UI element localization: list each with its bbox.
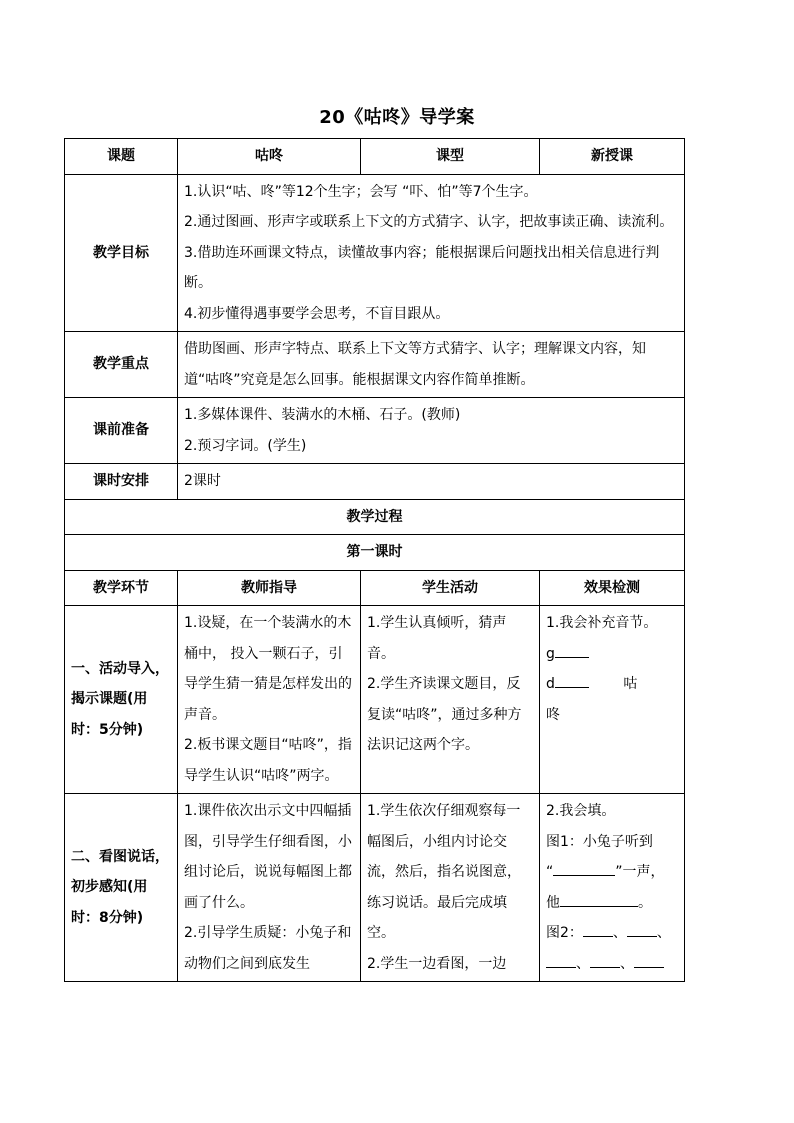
prep-content — [178, 398, 685, 464]
character: 咕 — [623, 676, 638, 692]
step-row — [65, 794, 685, 982]
step-name: 一、活动导入，揭示课题(用时：5分钟) — [65, 606, 178, 794]
teacher-guidance — [178, 606, 361, 794]
student-item: 2.学生一边看图，一边 — [367, 955, 507, 972]
fill-blank[interactable] — [546, 951, 576, 968]
process-title: 教学过程 — [65, 499, 685, 535]
type-value: 新授课 — [540, 139, 685, 175]
check-text: 。 — [638, 894, 652, 911]
lesson-title: 第一课时 — [65, 535, 685, 571]
check-line — [546, 639, 678, 670]
goals-label: 教学目标 — [65, 174, 178, 332]
fill-blank[interactable] — [634, 951, 664, 968]
check-line: 、 、 — [546, 949, 678, 980]
pinyin-prefix: d — [546, 676, 555, 692]
teacher-guidance — [178, 794, 361, 982]
fill-blank[interactable] — [583, 920, 613, 937]
prep-label: 课前准备 — [65, 398, 178, 464]
fill-blank[interactable] — [627, 920, 657, 937]
fill-blank[interactable] — [553, 859, 615, 876]
schedule-row — [65, 464, 685, 500]
effect-check — [540, 794, 685, 982]
goal-item: 2.通过图画、形声字或联系上下文的方式猜字、认字，把故事读正确、读流利。 — [184, 214, 674, 230]
teacher-item: 1.课件依次出示文中四幅插图，引导学生仔细看图，小组讨论后，说说每幅图上都画了什么。 — [184, 803, 352, 911]
student-item: 2.学生齐读课文题目，反复读“咕咚”，通过多种方法识记这两个字。 — [367, 676, 522, 753]
student-item: 1.学生依次仔细观察每一幅图后，小组内讨论交流，然后，指名说图意，练习说话。最后完成填空。 — [367, 803, 521, 941]
teacher-item: 2.引导学生质疑：小兔子和动物们之间到底发生 — [184, 925, 352, 972]
key-points-label: 教学重点 — [65, 332, 178, 398]
fill-blank[interactable] — [590, 951, 620, 968]
step-row — [65, 606, 685, 794]
schedule-label: 课时安排 — [65, 464, 178, 500]
check-line — [546, 669, 678, 700]
schedule-value: 2课时 — [178, 464, 685, 500]
topic-value: 咕咚 — [178, 139, 361, 175]
column-header-row — [65, 570, 685, 606]
column-header: 学生活动 — [361, 570, 540, 606]
prep-item: 2.预习字词。(学生) — [184, 437, 307, 454]
goal-item: 4.初步懂得遇事要学会思考，不盲目跟从。 — [184, 305, 450, 322]
page-title: 20《咕咚》导学案 — [319, 107, 475, 128]
check-line — [546, 888, 678, 919]
check-line: “ ”一声， — [546, 857, 678, 888]
pinyin-prefix: g — [546, 645, 555, 662]
fill-blank[interactable] — [555, 671, 589, 688]
prep-row — [65, 398, 685, 464]
fill-blank[interactable] — [560, 890, 638, 907]
lesson-plan-table — [64, 138, 685, 982]
column-header: 教师指导 — [178, 570, 361, 606]
key-points-content: 借助图画、形声字特点、联系上下文等方式猜字、认字；理解课文内容，知道“咕咚”究竟是怎么回事。能根据课文内容作简单推断。 — [178, 332, 685, 398]
teacher-item: 1.设疑，在一个装满水的木桶中， 投入一颗石子，引导学生猜一猜是怎样发出的声音。 — [184, 615, 352, 723]
check-line: 图1：小兔子听到 — [546, 833, 653, 850]
topic-label: 课题 — [65, 139, 178, 175]
type-label: 课型 — [361, 139, 540, 175]
check-title: 2.我会填。 — [546, 803, 616, 819]
lesson-title-row — [65, 535, 685, 571]
column-header: 效果检测 — [540, 570, 685, 606]
step-name: 二、看图说话，初步感知(用时：8分钟) — [65, 794, 178, 982]
check-text: 图2： — [546, 925, 583, 941]
student-activity — [361, 794, 540, 982]
goals-content — [178, 174, 685, 332]
check-title: 1.我会补充音节。 — [546, 615, 658, 631]
goal-item: 3.借助连环画课文特点，读懂故事内容；能根据课后问题找出相关信息进行判断。 — [184, 244, 660, 291]
student-item: 1.学生认真倾听，猜声音。 — [367, 615, 507, 662]
effect-check — [540, 606, 685, 794]
header-row — [65, 139, 685, 175]
fill-blank[interactable] — [555, 641, 589, 658]
check-text: 一声， — [622, 864, 665, 880]
character: 咚 — [546, 706, 560, 723]
check-text: 他 — [546, 894, 560, 911]
key-points-row — [65, 332, 685, 398]
process-title-row — [65, 499, 685, 535]
student-activity — [361, 606, 540, 794]
prep-item: 1.多媒体课件、装满水的木桶、石子。(教师) — [184, 407, 461, 423]
teacher-item: 2.板书课文题目“咕咚”，指导学生认识“咕咚”两字。 — [184, 737, 352, 784]
goals-row — [65, 174, 685, 332]
check-line: 图2： 、 、 — [546, 918, 678, 949]
column-header: 教学环节 — [65, 570, 178, 606]
goal-item: 1.认识“咕、咚”等12个生字；会写 “吓、怕”等7个生字。 — [184, 183, 538, 200]
